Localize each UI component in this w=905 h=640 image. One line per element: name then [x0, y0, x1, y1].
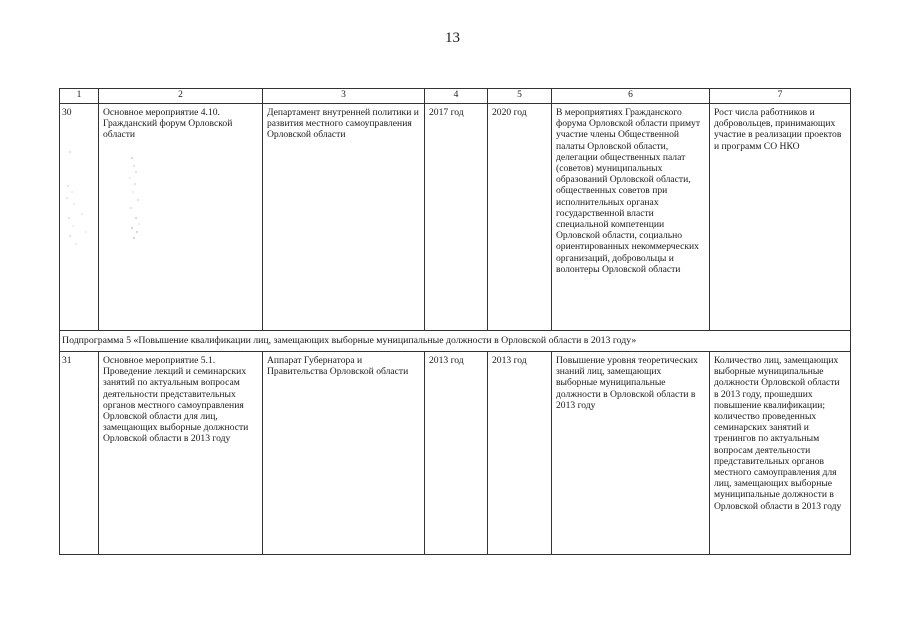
table-row — [60, 104, 851, 331]
column-header: 2 — [99, 89, 263, 104]
column-header: 1 — [60, 89, 99, 104]
column-header: 5 — [488, 89, 552, 104]
column-header: 3 — [263, 89, 425, 104]
program-table — [59, 88, 851, 555]
row-number: 30 — [60, 104, 99, 331]
column-header: 7 — [710, 89, 851, 104]
table-row — [60, 352, 851, 555]
column-header: 4 — [425, 89, 488, 104]
end-year-cell: 2013 год — [488, 352, 552, 555]
subprogram-row — [60, 331, 851, 352]
executor-cell: Аппарат Губернатора и Правительства Орловской области — [263, 352, 425, 555]
end-year-cell: 2020 год — [488, 104, 552, 331]
executor-cell: Департамент внутренней политики и развития местного самоуправления Орловской области — [263, 104, 425, 331]
row-number: 31 — [60, 352, 99, 555]
start-year-cell: 2017 год — [425, 104, 488, 331]
table-header-row — [60, 89, 851, 104]
indicator-cell: Количество лиц, замещающих выборные муниципальные должности Орловской области в 2013 году, прошедших повышение квалификации; количество проведенных семинарских занятий и тренингов по актуальным вопросам деятельности представительных органов местного самоуправления для лиц, замещающих выборные муниципальные должности в Орловской области в 2013 году — [710, 352, 851, 555]
event-cell: Основное мероприятие 5.1. Проведение лекций и семинарских занятий по актуальным вопросам деятельности представительных органов местного самоуправления Орловской области для лиц, замещающих выборные должности Орловской области в 2013 году — [99, 352, 263, 555]
result-cell: В мероприятиях Гражданского форума Орловской области примут участие члены Общественной палаты Орловской области, делегации общественных палат (советов) муниципальных образований Орловской области, общественных советов при исполнительных органах государственной власти специальной компетенции Орловской области, социально ориентированных некоммерческих организаций, добровольцы и волонтеры Орловской области — [552, 104, 710, 331]
result-cell: Повышение уровня теоретических знаний лиц, замещающих выборные муниципальные должности в Орловской области в 2013 году — [552, 352, 710, 555]
event-cell: Основное мероприятие 4.10. Гражданский форум Орловской области — [99, 104, 263, 331]
indicator-cell: Рост числа работников и добровольцев, принимающих участие в реализации проектов и программ СО НКО — [710, 104, 851, 331]
page-number: 13 — [445, 30, 460, 46]
subprogram-title: Подпрограмма 5 «Повышение квалификации лиц, замещающих выборные муниципальные должности в Орловской области в 2013 году» — [60, 331, 851, 352]
column-header: 6 — [552, 89, 710, 104]
start-year-cell: 2013 год — [425, 352, 488, 555]
